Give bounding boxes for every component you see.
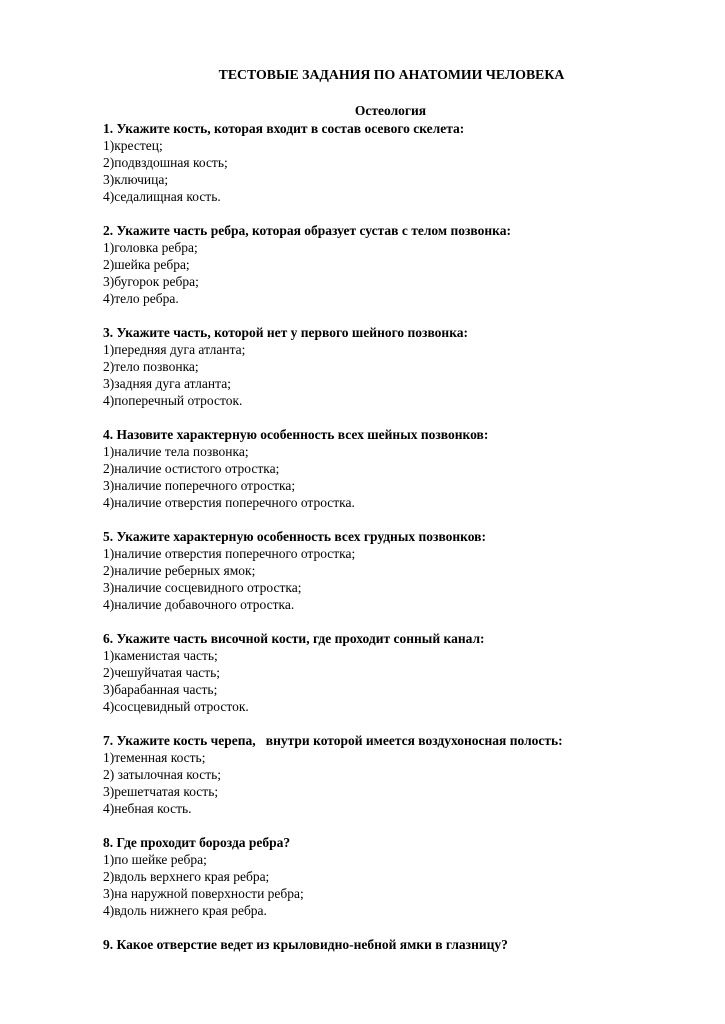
answer-option: 3)наличие поперечного отростка; — [103, 478, 296, 493]
question-text: 7. Укажите кость черепа, внутри которой имеется воздухоносная полость: — [103, 733, 563, 748]
document-title: ТЕСТОВЫЕ ЗАДАНИЯ ПО АНАТОМИИ ЧЕЛОВЕКА — [218, 67, 565, 82]
question-text: 4. Назовите характерную особенность всех шейных позвонков: — [103, 427, 489, 442]
question-4 — [103, 426, 703, 511]
answer-option: 1)головка ребра; — [103, 240, 198, 255]
question-text: 8. Где проходит борозда ребра? — [103, 835, 291, 850]
answer-option: 2)шейка ребра; — [103, 257, 190, 272]
question-text: 5. Укажите характерную особенность всех грудных позвонков: — [103, 529, 486, 544]
question-1 — [103, 120, 703, 205]
answer-option: 2) затылочная кость; — [103, 767, 222, 782]
answer-option: 1)каменистая часть; — [103, 648, 218, 663]
answer-option: 3)решетчатая кость; — [103, 784, 219, 799]
question-text: 9. Какое отверстие ведет из крыловидно-небной ямки в глазницу? — [103, 937, 508, 952]
answer-option: 3)наличие сосцевидного отростка; — [103, 580, 302, 595]
section-title: Остеология — [354, 103, 427, 118]
answer-option: 3)барабанная часть; — [103, 682, 218, 697]
answer-option: 2)чешуйчатая часть; — [103, 665, 221, 680]
question-list — [103, 120, 703, 970]
question-text: 1. Укажите кость, которая входит в состав осевого скелета: — [103, 121, 465, 136]
answer-option: 3)ключица; — [103, 172, 169, 187]
answer-option: 3)бугорок ребра; — [103, 274, 199, 289]
answer-options — [103, 341, 703, 409]
answer-options — [103, 851, 703, 919]
answer-option: 1)передняя дуга атланта; — [103, 342, 246, 357]
answer-options — [103, 647, 703, 715]
answer-option: 2)подвздошная кость; — [103, 155, 228, 170]
answer-options — [103, 749, 703, 817]
answer-option: 3)на наружной поверхности ребра; — [103, 886, 304, 901]
question-2 — [103, 222, 703, 307]
answer-option: 4)небная кость. — [103, 801, 192, 816]
answer-option: 1)по шейке ребра; — [103, 852, 207, 867]
answer-option: 2)тело позвонка; — [103, 359, 199, 374]
answer-option: 2)наличие остистого отростка; — [103, 461, 280, 476]
question-text: 6. Укажите часть височной кости, где проходит сонный канал: — [103, 631, 485, 646]
answer-options — [103, 545, 703, 613]
answer-options — [103, 239, 703, 307]
answer-option: 1)наличие тела позвонка; — [103, 444, 249, 459]
answer-option: 4)тело ребра. — [103, 291, 179, 306]
answer-option: 4)сосцевидный отросток. — [103, 699, 249, 714]
question-text: 3. Укажите часть, которой нет у первого шейного позвонка: — [103, 325, 469, 340]
answer-option: 1)крестец; — [103, 138, 163, 153]
question-6 — [103, 630, 703, 715]
question-8 — [103, 834, 703, 919]
answer-option: 4)поперечный отросток. — [103, 393, 243, 408]
question-text: 2. Укажите часть ребра, которая образует сустав с телом позвонка: — [103, 223, 511, 238]
answer-option: 3)задняя дуга атланта; — [103, 376, 231, 391]
answer-option: 2)вдоль верхнего края ребра; — [103, 869, 270, 884]
question-5 — [103, 528, 703, 613]
answer-option: 1)теменная кость; — [103, 750, 206, 765]
answer-options — [103, 443, 703, 511]
question-9 — [103, 936, 703, 953]
question-7 — [103, 732, 703, 817]
answer-options — [103, 137, 703, 205]
answer-option: 1)наличие отверстия поперечного отростка; — [103, 546, 356, 561]
answer-option: 4)седалищная кость. — [103, 189, 221, 204]
answer-option: 4)наличие добавочного отростка. — [103, 597, 295, 612]
question-3 — [103, 324, 703, 409]
answer-option: 4)вдоль нижнего края ребра. — [103, 903, 267, 918]
answer-option: 2)наличие реберных ямок; — [103, 563, 256, 578]
answer-option: 4)наличие отверстия поперечного отростка. — [103, 495, 355, 510]
